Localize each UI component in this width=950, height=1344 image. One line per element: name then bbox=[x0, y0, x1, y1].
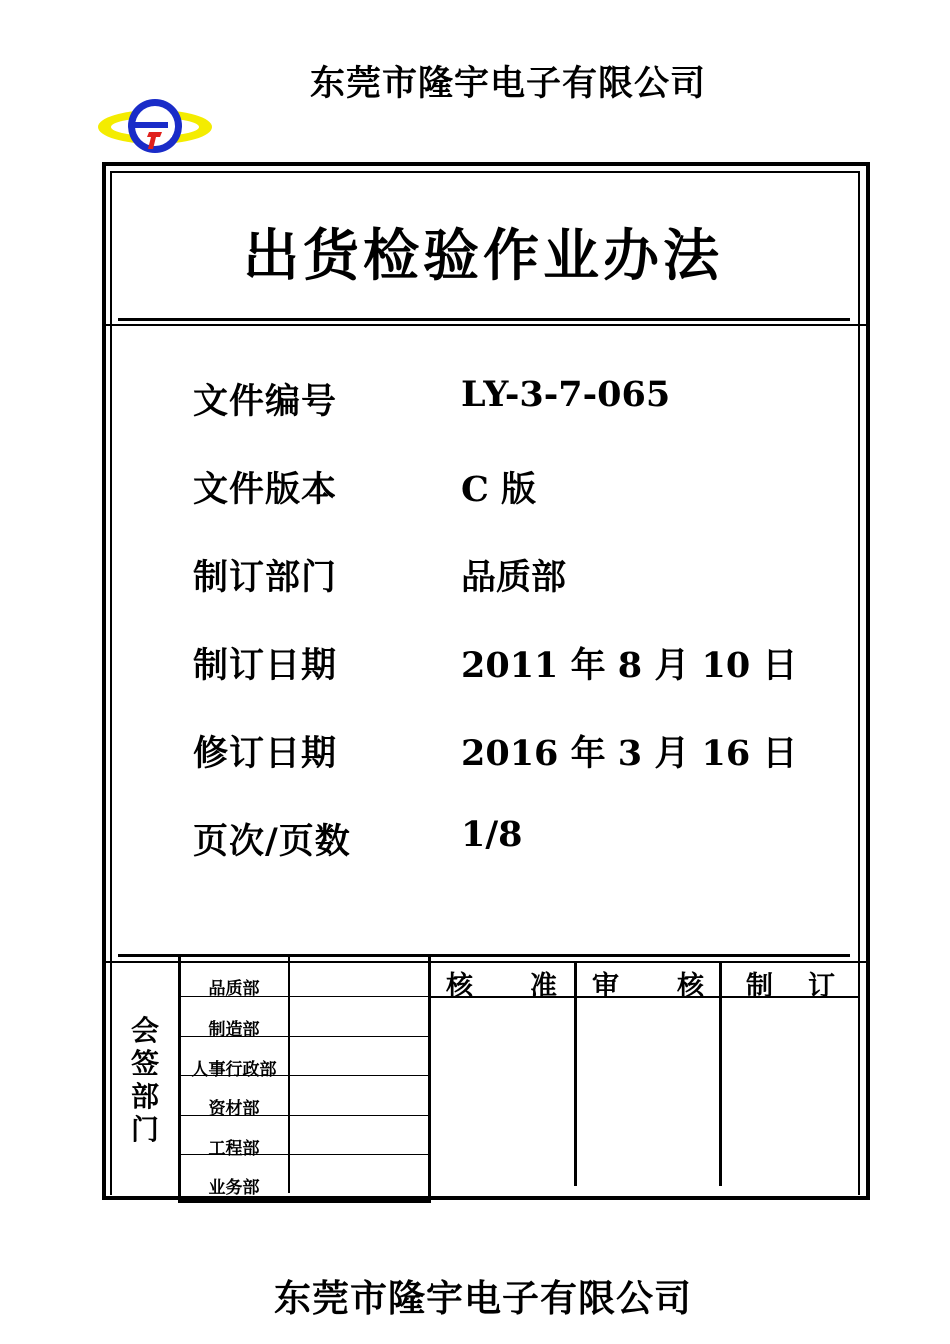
approval-head-prepare-left: 制 bbox=[746, 971, 773, 1002]
info-value: 品质部 bbox=[461, 557, 567, 598]
info-label: 文件编号 bbox=[193, 381, 338, 422]
approval-header-line bbox=[431, 996, 858, 998]
info-value: C 版 bbox=[461, 469, 537, 510]
signoff-dept: 品质部 bbox=[208, 979, 260, 999]
signoff-dept: 工程部 bbox=[208, 1139, 260, 1159]
info-value: 2016 年 3 月 16 日 bbox=[461, 733, 798, 774]
company-name-header: 东莞市隆宇电子有限公司 bbox=[309, 63, 706, 104]
approval-head-review-right: 核 bbox=[677, 971, 704, 1002]
company-name-footer: 东莞市隆宇电子有限公司 bbox=[274, 1276, 692, 1320]
approval-head-approve-right: 准 bbox=[530, 971, 557, 1002]
signoff-dept: 业务部 bbox=[208, 1178, 260, 1198]
info-value: 2011 年 8 月 10 日 bbox=[461, 645, 798, 686]
info-label: 制订日期 bbox=[193, 645, 338, 686]
approval-head-review-left: 审 bbox=[592, 971, 619, 1002]
signoff-label: 会签部门 bbox=[130, 1014, 159, 1146]
approval-head-approve-left: 核 bbox=[446, 971, 473, 1002]
signoff-dept: 资材部 bbox=[208, 1099, 260, 1119]
document-title: 出货检验作业办法 bbox=[243, 223, 723, 289]
signoff-dept: 人事行政部 bbox=[191, 1060, 277, 1080]
info-label: 修订日期 bbox=[193, 733, 338, 774]
signature-divider bbox=[118, 954, 850, 957]
company-logo bbox=[94, 96, 216, 156]
info-value: 1/8 bbox=[461, 814, 523, 855]
info-label: 页次/页数 bbox=[193, 821, 351, 862]
info-label: 文件版本 bbox=[193, 469, 338, 510]
info-label: 制订部门 bbox=[193, 557, 338, 598]
info-value: LY-3-7-065 bbox=[461, 374, 671, 415]
title-divider bbox=[118, 318, 850, 321]
approval-head-prepare-right: 订 bbox=[808, 971, 835, 1002]
signoff-dept: 制造部 bbox=[208, 1020, 260, 1040]
